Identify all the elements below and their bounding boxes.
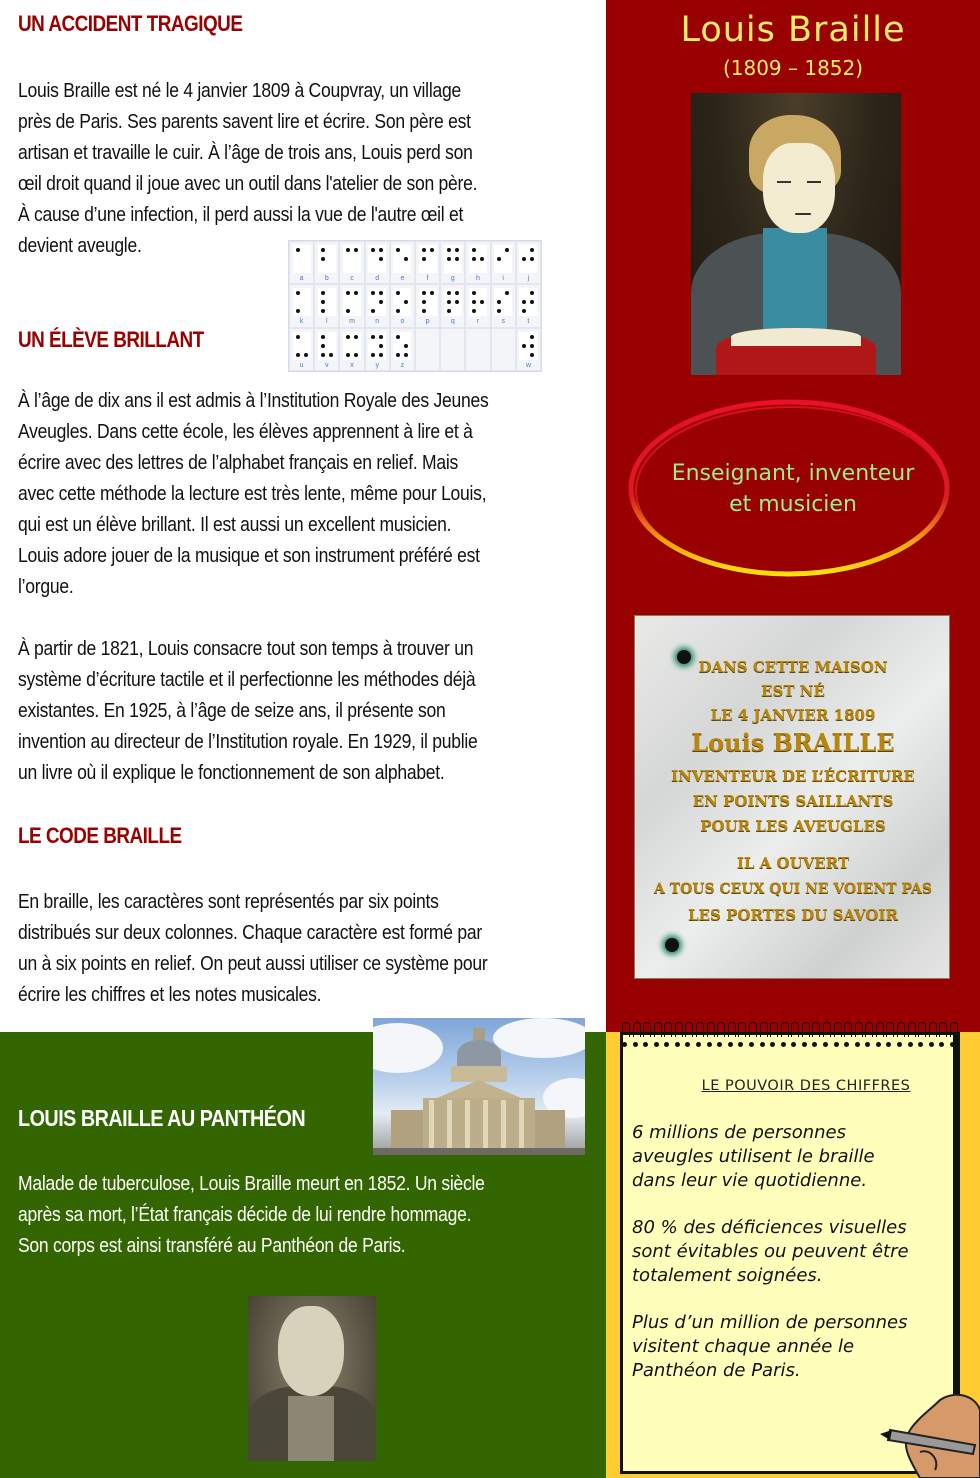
braille-dot-card <box>343 332 361 360</box>
text-line: œil droit quand il joue avec un outil dans l'atelier de son père. <box>18 172 478 195</box>
braille-dot-card <box>368 288 386 316</box>
braille-dot-icon <box>396 309 400 313</box>
braille-dot-icon <box>530 257 534 261</box>
braille-dot-icon <box>455 291 459 295</box>
braille-cell-k <box>289 284 314 327</box>
plaque-text-line: EN POINTS SAILLANTS <box>692 792 894 810</box>
heading-pantheon: LOUIS BRAILLE AU PANTHÉON <box>18 1105 306 1131</box>
braille-cell-empty <box>491 328 516 371</box>
commemorative-plaque-photo <box>634 615 950 979</box>
paragraph-invention <box>18 633 599 788</box>
text-line: écrire avec des lettres de l’alphabet français en relief. Mais <box>18 451 459 474</box>
plaque-text-line: IL A OUVERT <box>736 854 850 872</box>
braille-cell-x <box>339 328 364 371</box>
braille-dot-icon <box>455 248 459 252</box>
spiral-ring-icon <box>802 1022 810 1048</box>
braille-dot-icon <box>497 309 501 313</box>
braille-dot-icon <box>379 335 383 339</box>
braille-dot-card <box>318 288 336 316</box>
heading-braille-code: LE CODE BRAILLE <box>18 823 182 848</box>
fact-line: totalement soignées. <box>632 1265 823 1286</box>
text-line: Son corps est ainsi transféré au Panthéon de Paris. <box>18 1234 406 1257</box>
braille-dot-icon <box>455 257 459 261</box>
braille-dot-card <box>343 245 361 273</box>
plaque-text-line: POUR LES AVEUGLES <box>700 817 886 835</box>
braille-dot-card <box>519 288 537 316</box>
braille-letter-label: a <box>299 275 304 282</box>
text-line: système d’écriture tactile et il perfectionne les méthodes déjà <box>18 668 476 691</box>
braille-cell-o <box>390 284 415 327</box>
notepad-fact-1 <box>632 1121 875 1193</box>
spiral-ring-icon <box>654 1022 662 1048</box>
braille-dot-icon <box>371 291 375 295</box>
spiral-ring-icon <box>728 1022 736 1048</box>
plaque-text-line: Louis BRAILLE <box>691 728 895 757</box>
braille-dot-icon <box>346 335 350 339</box>
text-line: un à six points en relief. On peut aussi utiliser ce système pour <box>18 952 488 975</box>
plaque-text-line: A TOUS CEUX QUI NE VOIENT PAS <box>653 881 933 897</box>
braille-cell-empty <box>440 328 465 371</box>
braille-dot-icon <box>422 300 426 304</box>
text-line: un livre où il explique le fonctionnement de son alphabet. <box>18 761 445 784</box>
notepad-spiral-binding <box>622 1022 958 1052</box>
braille-dot-card <box>393 332 411 360</box>
spiral-ring-icon <box>760 1022 768 1048</box>
spiral-ring-icon <box>844 1022 852 1048</box>
braille-dot-icon <box>354 335 358 339</box>
spiral-ring-icon <box>781 1022 789 1048</box>
braille-letter-label: l <box>326 318 328 326</box>
text-line: À partir de 1821, Louis consacre tout son temps à trouver un <box>18 637 474 660</box>
text-line: À cause d’une infection, il perd aussi la vue de l'autre œil et <box>18 203 464 226</box>
braille-dot-card <box>444 288 462 316</box>
braille-dot-icon <box>321 335 325 339</box>
braille-dot-icon <box>346 353 350 357</box>
braille-dot-icon <box>321 248 325 252</box>
spiral-ring-icon <box>886 1022 894 1048</box>
braille-dot-icon <box>472 300 476 304</box>
braille-dot-icon <box>379 248 383 252</box>
spiral-ring-icon <box>633 1022 641 1048</box>
braille-dot-icon <box>530 248 534 252</box>
text-line: devient aveugle. <box>18 234 142 257</box>
braille-dot-icon <box>379 257 383 261</box>
braille-dot-card <box>419 288 437 316</box>
braille-dot-card <box>293 332 311 360</box>
braille-dot-icon <box>472 257 476 261</box>
photo-head <box>278 1306 344 1396</box>
braille-letter-label: h <box>476 275 480 282</box>
spiral-ring-icon <box>749 1022 757 1048</box>
spiral-ring-icon <box>791 1022 799 1048</box>
braille-dot-icon <box>296 309 300 313</box>
braille-cell-f <box>415 241 440 284</box>
spiral-ring-icon <box>876 1022 884 1048</box>
braille-dot-icon <box>321 291 325 295</box>
braille-dot-icon <box>480 257 484 261</box>
spiral-ring-icon <box>950 1022 958 1048</box>
spiral-ring-icon <box>918 1022 926 1048</box>
braille-cell-h <box>465 241 490 284</box>
braille-dot-card <box>519 245 537 273</box>
braille-dot-icon <box>396 335 400 339</box>
paragraph-braille-code <box>18 886 599 1010</box>
braille-dot-icon <box>497 257 501 261</box>
paragraph-pantheon <box>18 1168 599 1261</box>
braille-letter-label: p <box>425 318 430 326</box>
braille-dot-icon <box>530 291 534 295</box>
spiral-ring-icon <box>696 1022 704 1048</box>
braille-dot-icon <box>346 291 350 295</box>
notepad-fact-2 <box>632 1216 909 1288</box>
braille-dot-icon <box>530 344 534 348</box>
braille-dot-icon <box>396 353 400 357</box>
fact-line: sont évitables ou peuvent être <box>632 1241 909 1262</box>
braille-dot-icon <box>522 344 526 348</box>
braille-letter-label: k <box>299 318 304 326</box>
braille-letter-label: z <box>400 361 405 369</box>
braille-cell-z <box>390 328 415 371</box>
braille-dot-card <box>469 245 487 273</box>
spiral-ring-icon <box>675 1022 683 1048</box>
hand-with-pen-icon <box>880 1390 980 1478</box>
portrait-face <box>763 143 835 233</box>
text-line: qui est un élève brillant. Il est aussi un excellent musicien. <box>18 513 452 536</box>
braille-dot-icon <box>354 291 358 295</box>
plaque-text-line: LES PORTES DU SAVOIR <box>688 906 898 924</box>
braille-dot-card <box>368 332 386 360</box>
braille-dot-icon <box>296 248 300 252</box>
pantheon-photo <box>373 1018 585 1155</box>
braille-dot-icon <box>422 248 426 252</box>
braille-cell-d <box>365 241 390 284</box>
pantheon-column <box>429 1100 434 1150</box>
braille-letter-label: b <box>324 275 329 282</box>
braille-letter-label: q <box>450 318 455 326</box>
braille-cell-c <box>339 241 364 284</box>
braille-dot-icon <box>430 248 434 252</box>
braille-dot-icon <box>296 335 300 339</box>
spiral-ring-icon <box>738 1022 746 1048</box>
braille-cell-i <box>491 241 516 284</box>
portrait-book-pages <box>731 328 861 346</box>
braille-cell-t <box>516 284 541 327</box>
text-line: À l’âge de dix ans il est admis à l’Institution Royale des Jeunes <box>18 389 489 412</box>
braille-dot-card <box>393 288 411 316</box>
braille-dot-icon <box>447 248 451 252</box>
text-line: distribués sur deux colonnes. Chaque caractère est formé par <box>18 921 482 944</box>
braille-dot-icon <box>371 309 375 313</box>
spiral-ring-icon <box>622 1022 630 1048</box>
braille-letter-label: x <box>350 361 354 369</box>
braille-letter-label: s <box>501 318 505 326</box>
fact-line: dans leur vie quotidienne. <box>632 1170 868 1191</box>
portrait-eye <box>777 181 791 183</box>
paragraph-brilliant-student <box>18 385 599 602</box>
braille-dot-icon <box>505 248 509 252</box>
portrait-eye <box>807 181 821 183</box>
braille-cell-w <box>516 328 541 371</box>
pantheon-dome <box>457 1040 501 1068</box>
text-line: Aveugles. Dans cette école, les élèves apprennent à lire et à <box>18 420 473 443</box>
braille-cell-u <box>289 328 314 371</box>
plaque-text-line: LE 4 JANVIER 1809 <box>710 706 876 724</box>
heading-brilliant-student: UN ÉLÈVE BRILLANT <box>18 327 204 352</box>
braille-dot-icon <box>346 248 350 252</box>
braille-dot-icon <box>447 257 451 261</box>
braille-cell-q <box>440 284 465 327</box>
braille-cell-v <box>314 328 339 371</box>
text-line: existantes. En 1925, à l’âge de seize ans, il présente son <box>18 699 446 722</box>
pantheon-pediment <box>437 1080 521 1098</box>
braille-letter-label: v <box>325 361 329 369</box>
braille-dot-icon <box>371 353 375 357</box>
pantheon-column <box>519 1100 524 1150</box>
braille-dot-icon <box>472 291 476 295</box>
braille-dot-icon <box>530 353 534 357</box>
braille-dot-icon <box>346 309 350 313</box>
pantheon-ground <box>373 1148 585 1155</box>
plaque-text-line: INVENTEUR DE L’ÉCRITURE <box>671 767 915 785</box>
braille-dot-icon <box>304 353 308 357</box>
text-line: avec cette méthode la lecture est très lente, même pour Louis, <box>18 482 487 505</box>
text-line: Malade de tuberculose, Louis Braille meurt en 1852. Un siècle <box>18 1172 485 1195</box>
braille-cell-r <box>465 284 490 327</box>
plaque-screw-hole <box>665 938 679 952</box>
text-line: après sa mort, l’État français décide de lui rendre hommage. <box>18 1203 472 1226</box>
braille-dot-icon <box>379 353 383 357</box>
braille-letter-label: f <box>426 275 429 282</box>
braille-letter-label: r <box>476 318 480 326</box>
braille-dot-icon <box>497 300 501 304</box>
braille-dot-icon <box>522 257 526 261</box>
spiral-ring-icon <box>908 1022 916 1048</box>
braille-dot-icon <box>296 353 300 357</box>
text-line: écrire les chiffres et les notes musicales. <box>18 983 322 1006</box>
braille-letter-label: j <box>527 275 530 282</box>
braille-dot-card <box>393 245 411 273</box>
braille-dot-card <box>419 245 437 273</box>
sidebar-title-name: Louis Braille <box>680 10 906 50</box>
braille-dot-card <box>318 332 336 360</box>
braille-dot-icon <box>472 248 476 252</box>
braille-dot-icon <box>447 300 451 304</box>
braille-dot-icon <box>472 309 476 313</box>
braille-cell-empty <box>465 328 490 371</box>
braille-cell-j <box>516 241 541 284</box>
braille-dot-icon <box>396 248 400 252</box>
tagline-line: et musicien <box>729 492 857 517</box>
braille-dot-icon <box>321 257 325 261</box>
text-line: artisan et travaille le cuir. À l’âge de trois ans, Louis perd son <box>18 141 473 164</box>
braille-cell-s <box>491 284 516 327</box>
braille-letter-label: c <box>350 275 354 282</box>
braille-dot-icon <box>447 291 451 295</box>
spiral-ring-icon <box>812 1022 820 1048</box>
sidebar-title-dates: (1809 – 1852) <box>722 56 864 80</box>
braille-letter-label: e <box>400 275 405 282</box>
paragraph-accident <box>18 75 599 261</box>
braille-dot-icon <box>530 300 534 304</box>
spiral-ring-icon <box>865 1022 873 1048</box>
braille-dot-icon <box>404 344 408 348</box>
text-line: Louis adore jouer de la musique et son instrument préféré est <box>18 544 480 567</box>
spiral-ring-icon <box>897 1022 905 1048</box>
text-line: invention au directeur de l’Institution royale. En 1929, il publie <box>18 730 478 753</box>
braille-dot-icon <box>379 300 383 304</box>
braille-cell-l <box>314 284 339 327</box>
braille-dot-icon <box>480 300 484 304</box>
braille-dot-icon <box>379 291 383 295</box>
photo-vest <box>288 1396 334 1461</box>
braille-dot-icon <box>371 248 375 252</box>
cloud <box>373 1023 443 1073</box>
braille-letter-label: n <box>375 318 380 326</box>
braille-dot-icon <box>530 335 534 339</box>
braille-cell-m <box>339 284 364 327</box>
spiral-ring-icon <box>855 1022 863 1048</box>
braille-dot-icon <box>422 291 426 295</box>
text-line: Louis Braille est né le 4 janvier 1809 à Coupvray, un village <box>18 79 461 102</box>
fact-line: 6 millions de personnes <box>632 1122 847 1143</box>
braille-letter-label: o <box>400 318 405 326</box>
braille-letter-label: u <box>299 361 304 369</box>
spiral-ring-icon <box>685 1022 693 1048</box>
pantheon-column <box>447 1100 452 1150</box>
notepad-title: LE POUVOIR DES CHIFFRES <box>701 1078 911 1094</box>
braille-dot-icon <box>321 300 325 304</box>
braille-dot-icon <box>422 309 426 313</box>
braille-letter-label: m <box>349 318 355 326</box>
text-line: l’orgue. <box>18 575 74 598</box>
braille-dot-icon <box>447 309 451 313</box>
plaque-text-line: DANS CETTE MAISON <box>698 658 888 676</box>
braille-dot-icon <box>430 291 434 295</box>
plaque-text-line: EST NÉ <box>761 682 825 700</box>
braille-dot-card <box>368 245 386 273</box>
braille-dot-card <box>494 288 512 316</box>
braille-dot-icon <box>404 257 408 261</box>
spiral-ring-icon <box>664 1022 672 1048</box>
pantheon-column <box>465 1100 470 1150</box>
braille-dot-icon <box>522 300 526 304</box>
braille-dot-icon <box>371 335 375 339</box>
braille-dot-card <box>318 245 336 273</box>
braille-cell-a <box>289 241 314 284</box>
spiral-ring-icon <box>834 1022 842 1048</box>
braille-dot-card <box>519 332 537 360</box>
braille-dot-icon <box>396 291 400 295</box>
spiral-ring-icon <box>643 1022 651 1048</box>
braille-dot-icon <box>354 353 358 357</box>
tagline-text <box>606 458 980 520</box>
braille-dot-icon <box>329 353 333 357</box>
braille-cell-g <box>440 241 465 284</box>
braille-dot-card <box>293 245 311 273</box>
braille-cell-empty <box>415 328 440 371</box>
braille-dot-card <box>469 288 487 316</box>
braille-letter-label: y <box>375 361 379 369</box>
cloud <box>493 1018 585 1058</box>
braille-dot-icon <box>321 344 325 348</box>
braille-dot-icon <box>505 291 509 295</box>
fact-line: Panthéon de Paris. <box>632 1360 801 1381</box>
spiral-ring-icon <box>770 1022 778 1048</box>
braille-dot-icon <box>422 257 426 261</box>
braille-dot-icon <box>379 344 383 348</box>
text-line: En braille, les caractères sont représentés par six points <box>18 890 439 913</box>
spiral-ring-icon <box>929 1022 937 1048</box>
fact-line: visitent chaque année le <box>632 1336 855 1357</box>
braille-dot-card <box>444 245 462 273</box>
notepad-fact-3 <box>632 1311 908 1383</box>
braille-cell-b <box>314 241 339 284</box>
spiral-ring-icon <box>707 1022 715 1048</box>
braille-dot-icon <box>321 309 325 313</box>
tagline-line: Enseignant, inventeur <box>671 461 915 486</box>
text-line: près de Paris. Ses parents savent lire et écrire. Son père est <box>18 110 471 133</box>
portrait-illustration <box>691 93 901 375</box>
braille-cell-e <box>390 241 415 284</box>
fact-line: Plus d’un million de personnes <box>632 1312 908 1333</box>
braille-dot-card <box>494 245 512 273</box>
spiral-ring-icon <box>717 1022 725 1048</box>
pantheon-column <box>501 1100 506 1150</box>
spiral-ring-icon <box>823 1022 831 1048</box>
heading-accident: UN ACCIDENT TRAGIQUE <box>18 11 243 36</box>
braille-dot-card <box>343 288 361 316</box>
portrait-mouth <box>795 213 811 215</box>
pantheon-column <box>483 1100 488 1150</box>
braille-dot-icon <box>354 248 358 252</box>
braille-dot-icon <box>321 353 325 357</box>
braille-dot-icon <box>404 353 408 357</box>
braille-dot-icon <box>522 309 526 313</box>
braille-letter-label: t <box>527 318 530 326</box>
louis-braille-photo <box>248 1296 376 1461</box>
braille-cell-n <box>365 284 390 327</box>
braille-letter-label: i <box>502 275 504 282</box>
spiral-ring-icon <box>939 1022 947 1048</box>
braille-cell-p <box>415 284 440 327</box>
braille-dot-icon <box>455 300 459 304</box>
braille-dot-icon <box>296 291 300 295</box>
braille-alphabet-chart <box>288 240 542 372</box>
braille-letter-label: g <box>450 275 455 282</box>
fact-line: aveugles utilisent le braille <box>632 1146 875 1167</box>
braille-letter-label: w <box>525 361 531 369</box>
fact-line: 80 % des déficiences visuelles <box>632 1217 907 1238</box>
braille-dot-card <box>293 288 311 316</box>
braille-cell-y <box>365 328 390 371</box>
braille-letter-label: d <box>375 275 380 282</box>
braille-dot-icon <box>404 300 408 304</box>
